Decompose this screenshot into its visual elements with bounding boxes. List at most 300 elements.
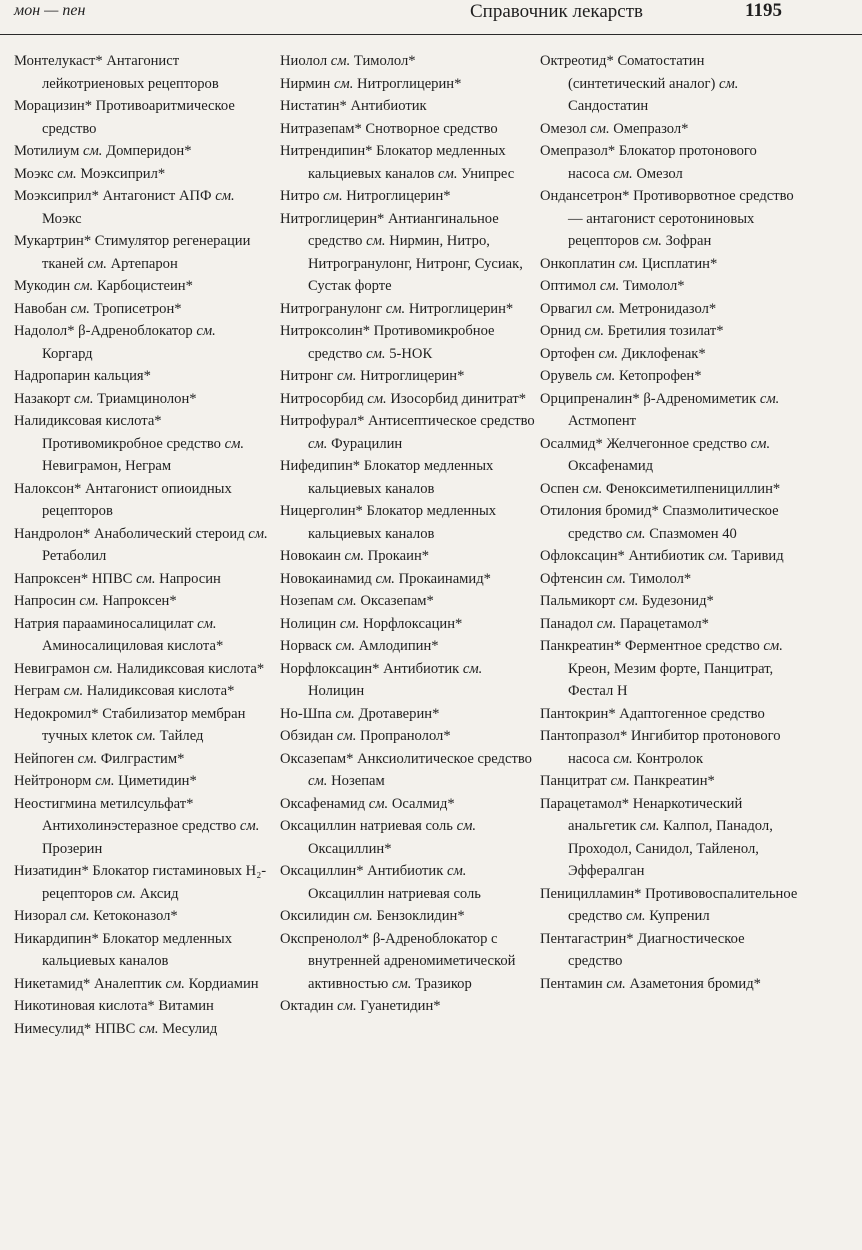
dictionary-entry [280,320,538,365]
entry-description: НПВС [91,570,133,587]
entry-description: Противорвотное средство — антагонист серотониновых рецепторов [568,188,794,249]
see-reference-target: Карбоцистеин* [96,278,193,294]
entry-term: Ниолол [280,53,328,69]
dictionary-entry [14,320,268,365]
see-reference-marker: см. [763,638,783,654]
entry-term: Орвагил [540,300,593,317]
see-reference-target: Панкреатин* [633,773,715,789]
see-reference-target: Метронидазол* [618,300,717,317]
entry-term: Нитро [280,188,320,204]
see-reference-marker: см. [215,188,235,204]
entry-term: Низорал [14,908,67,924]
see-reference-target: Бензоклидин* [376,908,465,924]
entry-term: Морацизин* [14,98,92,114]
see-reference-target: Месулид [162,1020,218,1037]
entry-term: Пантокрин* [540,705,616,722]
entry-term: Офлоксацин* [540,548,625,564]
see-reference-marker: см. [224,435,245,452]
entry-term: Моэксиприл* [14,188,99,204]
dictionary-entry [540,275,798,298]
see-reference-marker: см. [599,278,620,294]
entry-term: Нитрогранулонг [280,300,383,317]
dictionary-entry [540,365,798,388]
see-reference-marker: см. [584,323,604,339]
entry-term: Низатидин* [14,863,89,879]
see-reference-target: Невиграмон, Неграм [42,458,172,474]
dictionary-entry [540,545,798,568]
see-reference-target: Оксациллин* [308,840,392,857]
dictionary-entry [14,1018,268,1041]
see-reference-target: Нитроглицерин* [408,300,514,317]
entry-term: Нирмин [280,75,331,92]
see-reference-target: Фурацилин [331,435,403,452]
see-reference-marker: см. [83,143,103,159]
entry-term: Налоксон* [14,480,82,497]
entry-term: Надропарин кальция* [14,368,151,384]
entry-term: Осалмид* [540,435,603,452]
see-reference-marker: см. [626,525,646,542]
entry-term: Окспренолол* [280,930,370,947]
see-reference-marker: см. [323,188,343,204]
dictionary-entry [280,928,538,996]
see-reference-target: Оксациллин натриевая соль [308,885,481,902]
dictionary-entry [14,613,268,658]
see-reference-target: Астмопент [568,413,637,429]
dictionary-entry [280,500,538,545]
see-reference-target: Напроксен* [102,593,177,609]
see-reference-target: Моэксиприл* [80,165,166,182]
see-reference-marker: см. [456,818,477,834]
see-reference-marker: см. [462,660,483,677]
entry-description: Блокатор протонового насоса [568,143,757,182]
dictionary-entry [280,208,538,298]
entry-term: Ондансетрон* [540,188,630,204]
entry-term: Нитроглицерин* [280,210,385,227]
dictionary-entry [540,635,798,703]
entry-term: Новокаин [280,548,341,564]
entry-description: Блокатор медленных кальциевых каналов [308,503,497,542]
entry-term: Норваск [280,638,332,654]
see-reference-target: Амлодипин* [358,638,439,654]
see-reference-marker: см. [759,390,780,407]
dictionary-entry [540,118,798,141]
dictionary-entry [540,433,798,478]
entry-description: Ингибитор протонового насоса [568,728,781,767]
see-reference-marker: см. [626,908,646,924]
entry-term: Орувель [540,368,593,384]
see-reference-target: Калпол, Панадол, Проходол, Санидол, Тайленол, Эффералган [568,818,773,879]
entry-term: Навобан [14,300,67,317]
dictionary-entry [14,793,268,861]
see-reference-target: Бретилия тозилат* [607,323,724,339]
see-reference-marker: см. [596,615,617,632]
entry-term: Пеницилламин* [540,885,642,902]
see-reference-marker: см. [77,750,98,767]
dictionary-entry [280,568,538,591]
entry-term: Мукодин [14,278,71,294]
entry-description: β-Адреноблокатор с внутренней адреномиметической активностью [308,930,516,992]
entry-description: Соматостатин (синтетический аналог) [568,53,716,92]
dictionary-entry [14,410,268,478]
dictionary-entry [14,748,268,771]
entry-term: Нолицин [280,615,337,632]
entry-term: Налидиксовая кислота* [14,413,162,429]
see-reference-marker: см. [613,750,633,767]
see-reference-target: Налидиксовая кислота* [86,683,235,699]
dictionary-entry [280,658,538,703]
entry-term: Оксазепам* [280,750,354,767]
dictionary-entry [14,95,268,140]
see-reference-marker: см. [70,300,90,317]
entry-term: Но-Шпа [280,705,332,722]
see-reference-target: Дротаверин* [358,705,440,722]
entry-description: β-Адреномиметик [643,390,757,407]
see-reference-target: Пропранолол* [360,728,451,744]
see-reference-target: Кордиамин [188,975,259,992]
see-reference-target: Тразикор [415,975,472,992]
see-reference-marker: см. [446,863,467,879]
dictionary-entry [280,703,538,726]
see-reference-marker: см. [308,773,328,789]
see-reference-marker: см. [606,570,626,587]
see-reference-target: Тимолол* [622,278,685,294]
see-reference-target: Азаметония бромид* [629,975,761,992]
see-reference-target: Унипрес [461,165,515,182]
see-reference-marker: см. [582,480,603,497]
dictionary-entry [14,995,268,1018]
dictionary-entry [14,163,268,186]
entry-term: Нитросорбид [280,390,364,407]
see-reference-target: Налидиксовая кислота* [116,660,265,677]
entry-term: Нейпоген [14,750,75,767]
see-reference-target: Нолицин [308,683,365,699]
entry-description: Антагонист лейкотриеновых рецепторов [42,53,219,92]
see-reference-target: Оксафенамид [568,458,654,474]
see-reference-marker: см. [95,773,115,789]
entry-term: Нитроксолин* [280,323,371,339]
see-reference-marker: см. [750,435,771,452]
entry-term: Нистатин* [280,98,347,114]
see-reference-marker: см. [73,278,94,294]
entry-description: Ферментное средство [624,638,760,654]
see-reference-marker: см. [598,345,618,362]
see-reference-target: Циметидин* [118,773,197,789]
see-reference-target: Напросин [159,570,221,587]
dictionary-entry [540,928,798,973]
see-reference-marker: см. [367,390,387,407]
see-reference-target: Тимолол* [353,53,416,69]
see-reference-target: Тайлед [159,728,204,744]
entry-term: Нейтронорм [14,773,92,789]
dictionary-entry [14,568,268,591]
dictionary-entry [280,365,538,388]
page-number: 1195 [745,0,782,21]
entry-term: Онкоплатин [540,255,616,272]
entry-term: Оптимол [540,278,597,294]
see-reference-marker: см. [392,975,412,992]
see-reference-target: Гуанетидин* [360,998,441,1014]
dictionary-entry [540,343,798,366]
entry-term: Пентамин [540,975,603,992]
see-reference-marker: см. [87,255,107,272]
entry-term: Офтенсин [540,570,603,587]
entry-term: Новокаинамид [280,570,372,587]
see-reference-marker: см. [197,615,217,632]
see-reference-target: Нирмин, Нитро, Нитрогранулонг, Нитронг, Сусиак, Сустак форте [308,233,523,294]
dictionary-entry [540,973,798,996]
see-reference-target: Омезол [636,165,683,182]
dictionary-entry [540,320,798,343]
entry-description: Антагонист опиоидных рецепторов [42,480,232,519]
dictionary-entry [540,50,798,118]
dictionary-entry [280,185,538,208]
see-reference-target: Тимолол* [629,570,692,587]
entry-description: Противовоспалительное средство [568,885,798,924]
see-reference-target: Таривид [731,548,784,564]
see-reference-target: Феноксиметилпенициллин* [605,480,781,497]
see-reference-target: Кетоконазол* [93,908,178,924]
see-reference-target: Нитроглицерин* [346,188,451,204]
dictionary-entry [540,613,798,636]
dictionary-entry [280,725,538,748]
dictionary-entry [540,793,798,883]
entry-description: Антибиотик [367,863,444,879]
see-reference-target: Контролок [636,750,704,767]
dictionary-entry [540,388,798,433]
see-reference-target: Филграстим* [100,750,185,767]
entry-term: Натрия парааминосалицилат [14,615,194,632]
see-reference-target: Осалмид* [391,795,455,812]
dictionary-entry [540,140,798,185]
see-reference-target: Цисплатин* [641,255,718,272]
dictionary-entry [280,590,538,613]
dictionary-entry [14,905,268,928]
dictionary-entry [280,388,538,411]
entry-description: Противоаритмическое средство [42,98,235,137]
dictionary-entry [540,590,798,613]
see-reference-marker: см. [368,795,389,812]
see-reference-target: Омепразол* [613,120,689,137]
dictionary-entry [280,995,538,1018]
see-reference-marker: см. [438,165,458,182]
dictionary-entry [280,410,538,455]
entry-term: Монтелукаст* [14,53,103,69]
see-reference-marker: см. [165,975,185,992]
entry-term: Октадин [280,998,334,1014]
entry-term: Оксациллин натриевая соль [280,818,453,834]
see-reference-marker: см. [618,593,639,609]
see-reference-target: Прокаин* [367,548,430,564]
entry-term: Нитронг [280,368,334,384]
see-reference-marker: см. [353,908,373,924]
entry-term: Нимесулид* [14,1020,92,1037]
see-reference-marker: см. [375,570,395,587]
entry-term: Назакорт [14,390,71,407]
entry-description: Желчегонное средство [606,435,747,452]
entry-description: Снотворное средство [365,120,498,137]
entry-term: Мотилиум [14,143,80,159]
see-reference-marker: см. [610,773,630,789]
entry-description: Противомикробное средство [308,323,495,362]
entry-description: β-Адреноблокатор [78,323,193,339]
see-reference-target: Прозерин [42,840,103,857]
dictionary-entry [14,973,268,996]
entry-description: Ненаркотический анальгетик [568,795,743,834]
see-reference-marker: см. [590,120,610,137]
entry-term: Напросин [14,593,76,609]
see-reference-target: Прокаинамид* [398,570,491,587]
entry-term: Омепразол* [540,143,616,159]
see-reference-target: Кетопрофен* [618,368,702,384]
dictionary-entry [540,703,798,726]
see-reference-marker: см. [595,368,616,384]
column-3 [540,50,798,1245]
entry-term: Оксациллин* [280,863,364,879]
entry-description: Антиангинальное средство [308,210,499,249]
dictionary-entry [540,185,798,253]
see-reference-target: Изосорбид динитрат* [390,390,527,407]
see-reference-marker: см. [57,165,77,182]
entry-term: Норфлоксацин* [280,660,380,677]
see-reference-marker: см. [606,975,626,992]
dictionary-entry [280,793,538,816]
see-reference-target: Зофран [665,233,712,249]
see-reference-target: Коргард [42,345,93,362]
entry-term: Панцитрат [540,773,607,789]
see-reference-target: Моэкс [42,210,82,227]
dictionary-entry [540,770,798,793]
entry-description: Спазмолитическое средство [568,503,779,542]
see-reference-marker: см. [139,1020,159,1037]
column-1 [14,50,268,1245]
dictionary-entry [14,770,268,793]
dictionary-entry [14,703,268,748]
entry-term: Ортофен [540,345,595,362]
dictionary-entry [14,680,268,703]
entry-term: Пантопразол* [540,728,628,744]
see-reference-marker: см. [93,660,113,677]
entry-description: Антибиотик [350,98,427,114]
see-reference-target: Трописетрон* [93,300,182,317]
dictionary-entry [280,95,538,118]
see-reference-target: Спазмомен 40 [649,525,737,542]
see-reference-target: 5-НОК [389,345,433,362]
entry-term: Нитрофурал* [280,413,365,429]
entry-term: Парацетамол* [540,795,630,812]
entry-term: Невиграмон [14,660,90,677]
see-reference-target: Диклофенак* [621,345,706,362]
see-reference-target: Норфлоксацин* [362,615,463,632]
see-reference-marker: см. [330,53,351,69]
entry-description: Блокатор медленных кальциевых каналов [308,143,506,182]
see-reference-marker: см. [640,818,660,834]
entry-description: Стимулятор регенерации тканей [42,233,251,272]
entry-term: Отилония бромид* [540,503,659,519]
dictionary-entry [540,298,798,321]
entry-term: Оксилидин [280,908,350,924]
see-reference-target: Креон, Мезим форте, Панцитрат, Фестал Н [568,660,774,699]
see-reference-marker: см. [337,998,357,1014]
dictionary-entry [540,478,798,501]
dictionary-entry [280,860,538,905]
entry-term: Панадол [540,615,594,632]
see-reference-marker: см. [642,233,662,249]
dictionary-entry [280,73,538,96]
see-reference-marker: см. [385,300,406,317]
see-reference-marker: см. [136,570,156,587]
entry-term: Нитразепам* [280,120,362,137]
entry-term: Ницерголин* [280,503,363,519]
entry-term: Нитрендипин* [280,143,373,159]
entry-term: Нифедипин* [280,458,361,474]
entry-description: Адаптогенное средство [619,705,765,722]
running-head-guide: мон — пен [14,2,86,19]
column-2 [280,50,538,1245]
dictionary-entry [14,658,268,681]
dictionary-entry [280,748,538,793]
see-reference-marker: см. [63,683,84,699]
dictionary-entry [540,500,798,545]
entry-term: Омезол [540,120,587,137]
dictionary-entry [14,140,268,163]
see-reference-marker: см. [719,75,739,92]
entry-term: Неостигмина метилсульфат* [14,795,194,812]
dictionary-entry [280,455,538,500]
entry-description: Аналептик [94,975,162,992]
dictionary-entry [280,545,538,568]
see-reference-marker: см. [366,345,386,362]
see-reference-marker: см. [136,728,156,744]
see-reference-marker: см. [336,728,357,744]
see-reference-marker: см. [613,165,633,182]
dictionary-entry [280,118,538,141]
entry-term: Напроксен* [14,570,89,587]
entry-description: Витамин [158,998,214,1014]
dictionary-entry [280,140,538,185]
entry-term: Обзидан [280,728,334,744]
dictionary-entry [14,365,268,388]
entry-description: Анаболический стероид [94,525,245,542]
see-reference-marker: см. [336,368,357,384]
entry-term: Пентагастрин* [540,930,634,947]
see-reference-marker: см. [239,818,260,834]
see-reference-target: Нитроглицерин* [360,368,465,384]
dictionary-entry [280,815,538,860]
entry-description: Стабилизатор мембран тучных клеток [42,705,246,744]
dictionary-entry [540,725,798,770]
see-reference-marker: см. [308,435,328,452]
see-reference-marker: см. [335,638,355,654]
dictionary-entry [540,568,798,591]
see-reference-marker: см. [366,233,386,249]
see-reference-target: Парацетамол* [619,615,709,632]
entry-term: Пальмикорт [540,593,616,609]
entry-term: Надолол* [14,323,75,339]
dictionary-entry [540,253,798,276]
entry-term: Никетамид* [14,975,91,992]
see-reference-target: Аминосалициловая кислота* [42,638,224,654]
dictionary-entry [14,185,268,230]
dictionary-entry [14,523,268,568]
entry-description: Диагностическое средство [568,930,745,969]
see-reference-target: Нитроглицерин* [357,75,462,92]
dictionary-entry [14,275,268,298]
dictionary-entry [280,50,538,73]
see-reference-marker: см. [333,75,354,92]
dictionary-entry [280,298,538,321]
entry-description: Антисептическое средство [368,413,535,429]
see-reference-marker: см. [70,908,90,924]
